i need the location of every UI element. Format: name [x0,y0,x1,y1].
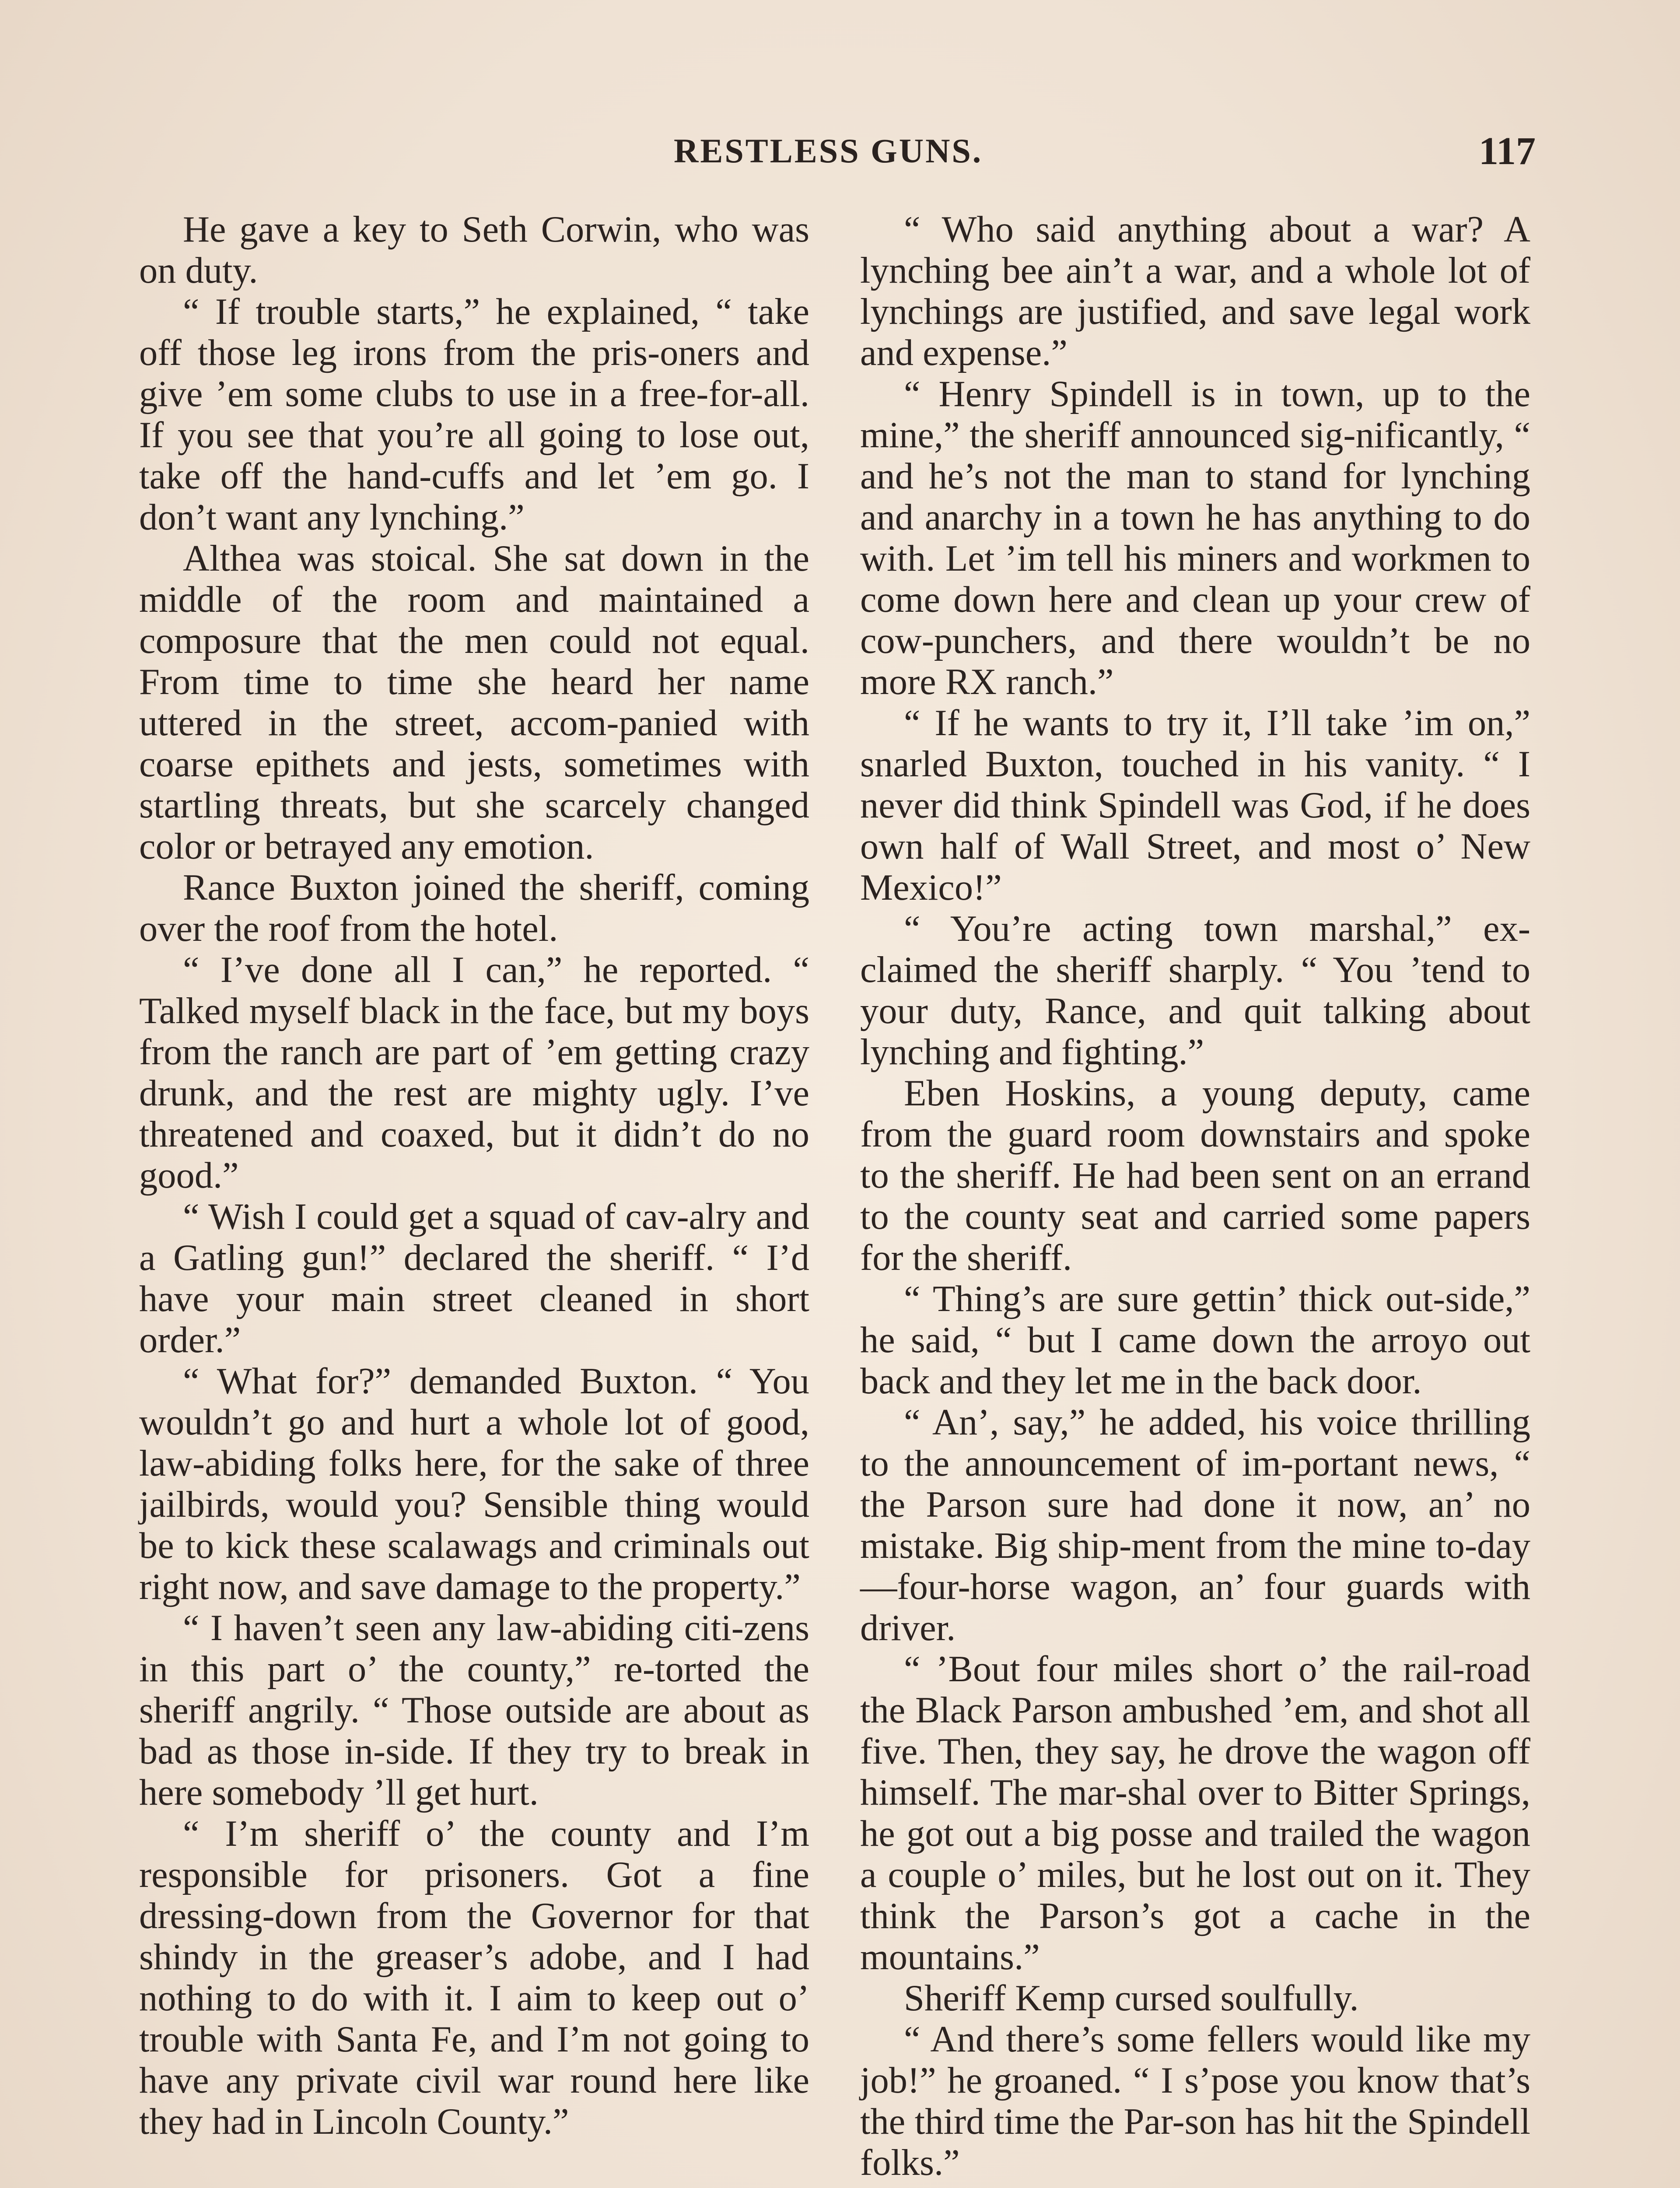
paragraph: “ Thing’s are sure gettin’ thick out-side,” he said, “ but I came down the arroyo out back and they let me in the back door. [860,1279,1530,1402]
paragraph: “ An’, say,” he added, his voice thrilling to the announcement of im-portant news, “ the Parson sure had done it now, an’ no mistake. Big ship-ment from the mine to-day—four-horse wagon, an’ four guards with driver. [860,1402,1530,1648]
paragraph: Althea was stoical. She sat down in the middle of the room and maintained a composure that the men could not equal. From time to time she heard her name uttered in the street, accom-panied with coarse epithets and jests, sometimes with startling threats, but she scarcely changed color or betrayed any emotion. [139,538,809,867]
paragraph: “ I haven’t seen any law-abiding citi-zens in this part o’ the county,” re-torted the sheriff angrily. “ Those outside are about as bad as those in-side. If they try to break in here somebody ’ll get hurt. [139,1608,809,1813]
left-column [139,209,809,2184]
paragraph: He gave a key to Seth Corwin, who was on duty. [139,209,809,291]
page-header [136,131,1536,179]
page-number: 117 [1478,130,1536,173]
paragraph: “ If trouble starts,” he explained, “ take off those leg irons from the pris-oners and give ’em some clubs to use in a free-for-all. If you see that you’re all going to lose out, take off the hand-cuffs and let ’em go. I don’t want any lynching.” [139,291,809,538]
paragraph: “ Wish I could get a squad of cav-alry and a Gatling gun!” declared the sheriff. “ I’d have your main street cleaned in short order.” [139,1196,809,1360]
paragraph: “ If he wants to try it, I’ll take ’im on,” snarled Buxton, touched in his vanity. “ I never did think Spindell was God, if he does own half of Wall Street, and most o’ New Mexico!” [860,703,1530,908]
paragraph: “ Henry Spindell is in town, up to the mine,” the sheriff announced sig-nificantly, “ and he’s not the man to stand for lynching and anarchy in a town he has anything to do with. Let ’im tell his miners and workmen to come down here and clean up your crew of cow-punchers, and there wouldn’t be no more RX ranch.” [860,374,1530,702]
paragraph: “ You’re acting town marshal,” ex-claimed the sheriff sharply. “ You ’tend to your duty, Rance, and quit talking about lynching and fighting.” [860,908,1530,1073]
running-head: RESTLESS GUNS. [674,132,983,170]
paragraph: Sheriff Kemp cursed soulfully. [904,1978,1359,2019]
paragraph: “ What for?” demanded Buxton. “ You wouldn’t go and hurt a whole lot of good, law-abiding folks here, for the sake of three jailbirds, would you? Sensible thing would be to kick these scalawags and criminals out right now, and save damage to the property.” [139,1361,809,1607]
paragraph: “ I’ve done all I can,” he reported. “ Talked myself black in the face, but my boys from the ranch are part of ’em getting crazy drunk, and the rest are mighty ugly. I’ve threatened and coaxed, but it didn’t do no good.” [139,950,809,1196]
paragraph: “ Who said anything about a war? A lynching bee ain’t a war, and a whole lot of lynchings are justified, and save legal work and expense.” [860,209,1530,373]
paragraph: “ And there’s some fellers would like my job!” he groaned. “ I s’pose you know that’s the third time the Par-son has hit the Spindell folks.” [860,2019,1530,2183]
text-columns [139,209,1530,2184]
paragraph: “ ’Bout four miles short o’ the rail-road the Black Parson ambushed ’em, and shot all five. Then, they say, he drove the wagon off himself. The mar-shal over to Bitter Springs, he got out a big posse and trailed the wagon a couple o’ miles, but he lost out on it. They think the Parson’s got a cache in the mountains.” [860,1649,1530,1978]
right-column [860,209,1530,2184]
paragraph: “ I’m sheriff o’ the county and I’m responsible for prisoners. Got a fine dressing-down from the Governor for that shindy in the greaser’s adobe, and I had nothing to do with it. I aim to keep out o’ trouble with Santa Fe, and I’m not going to have any private civil war round here like they had in Lincoln County.” [139,1813,809,2142]
paragraph: Eben Hoskins, a young deputy, came from the guard room downstairs and spoke to the sheriff. He had been sent on an errand to the county seat and carried some papers for the sheriff. [860,1073,1530,1278]
paragraph: Rance Buxton joined the sheriff, coming over the roof from the hotel. [139,867,809,949]
